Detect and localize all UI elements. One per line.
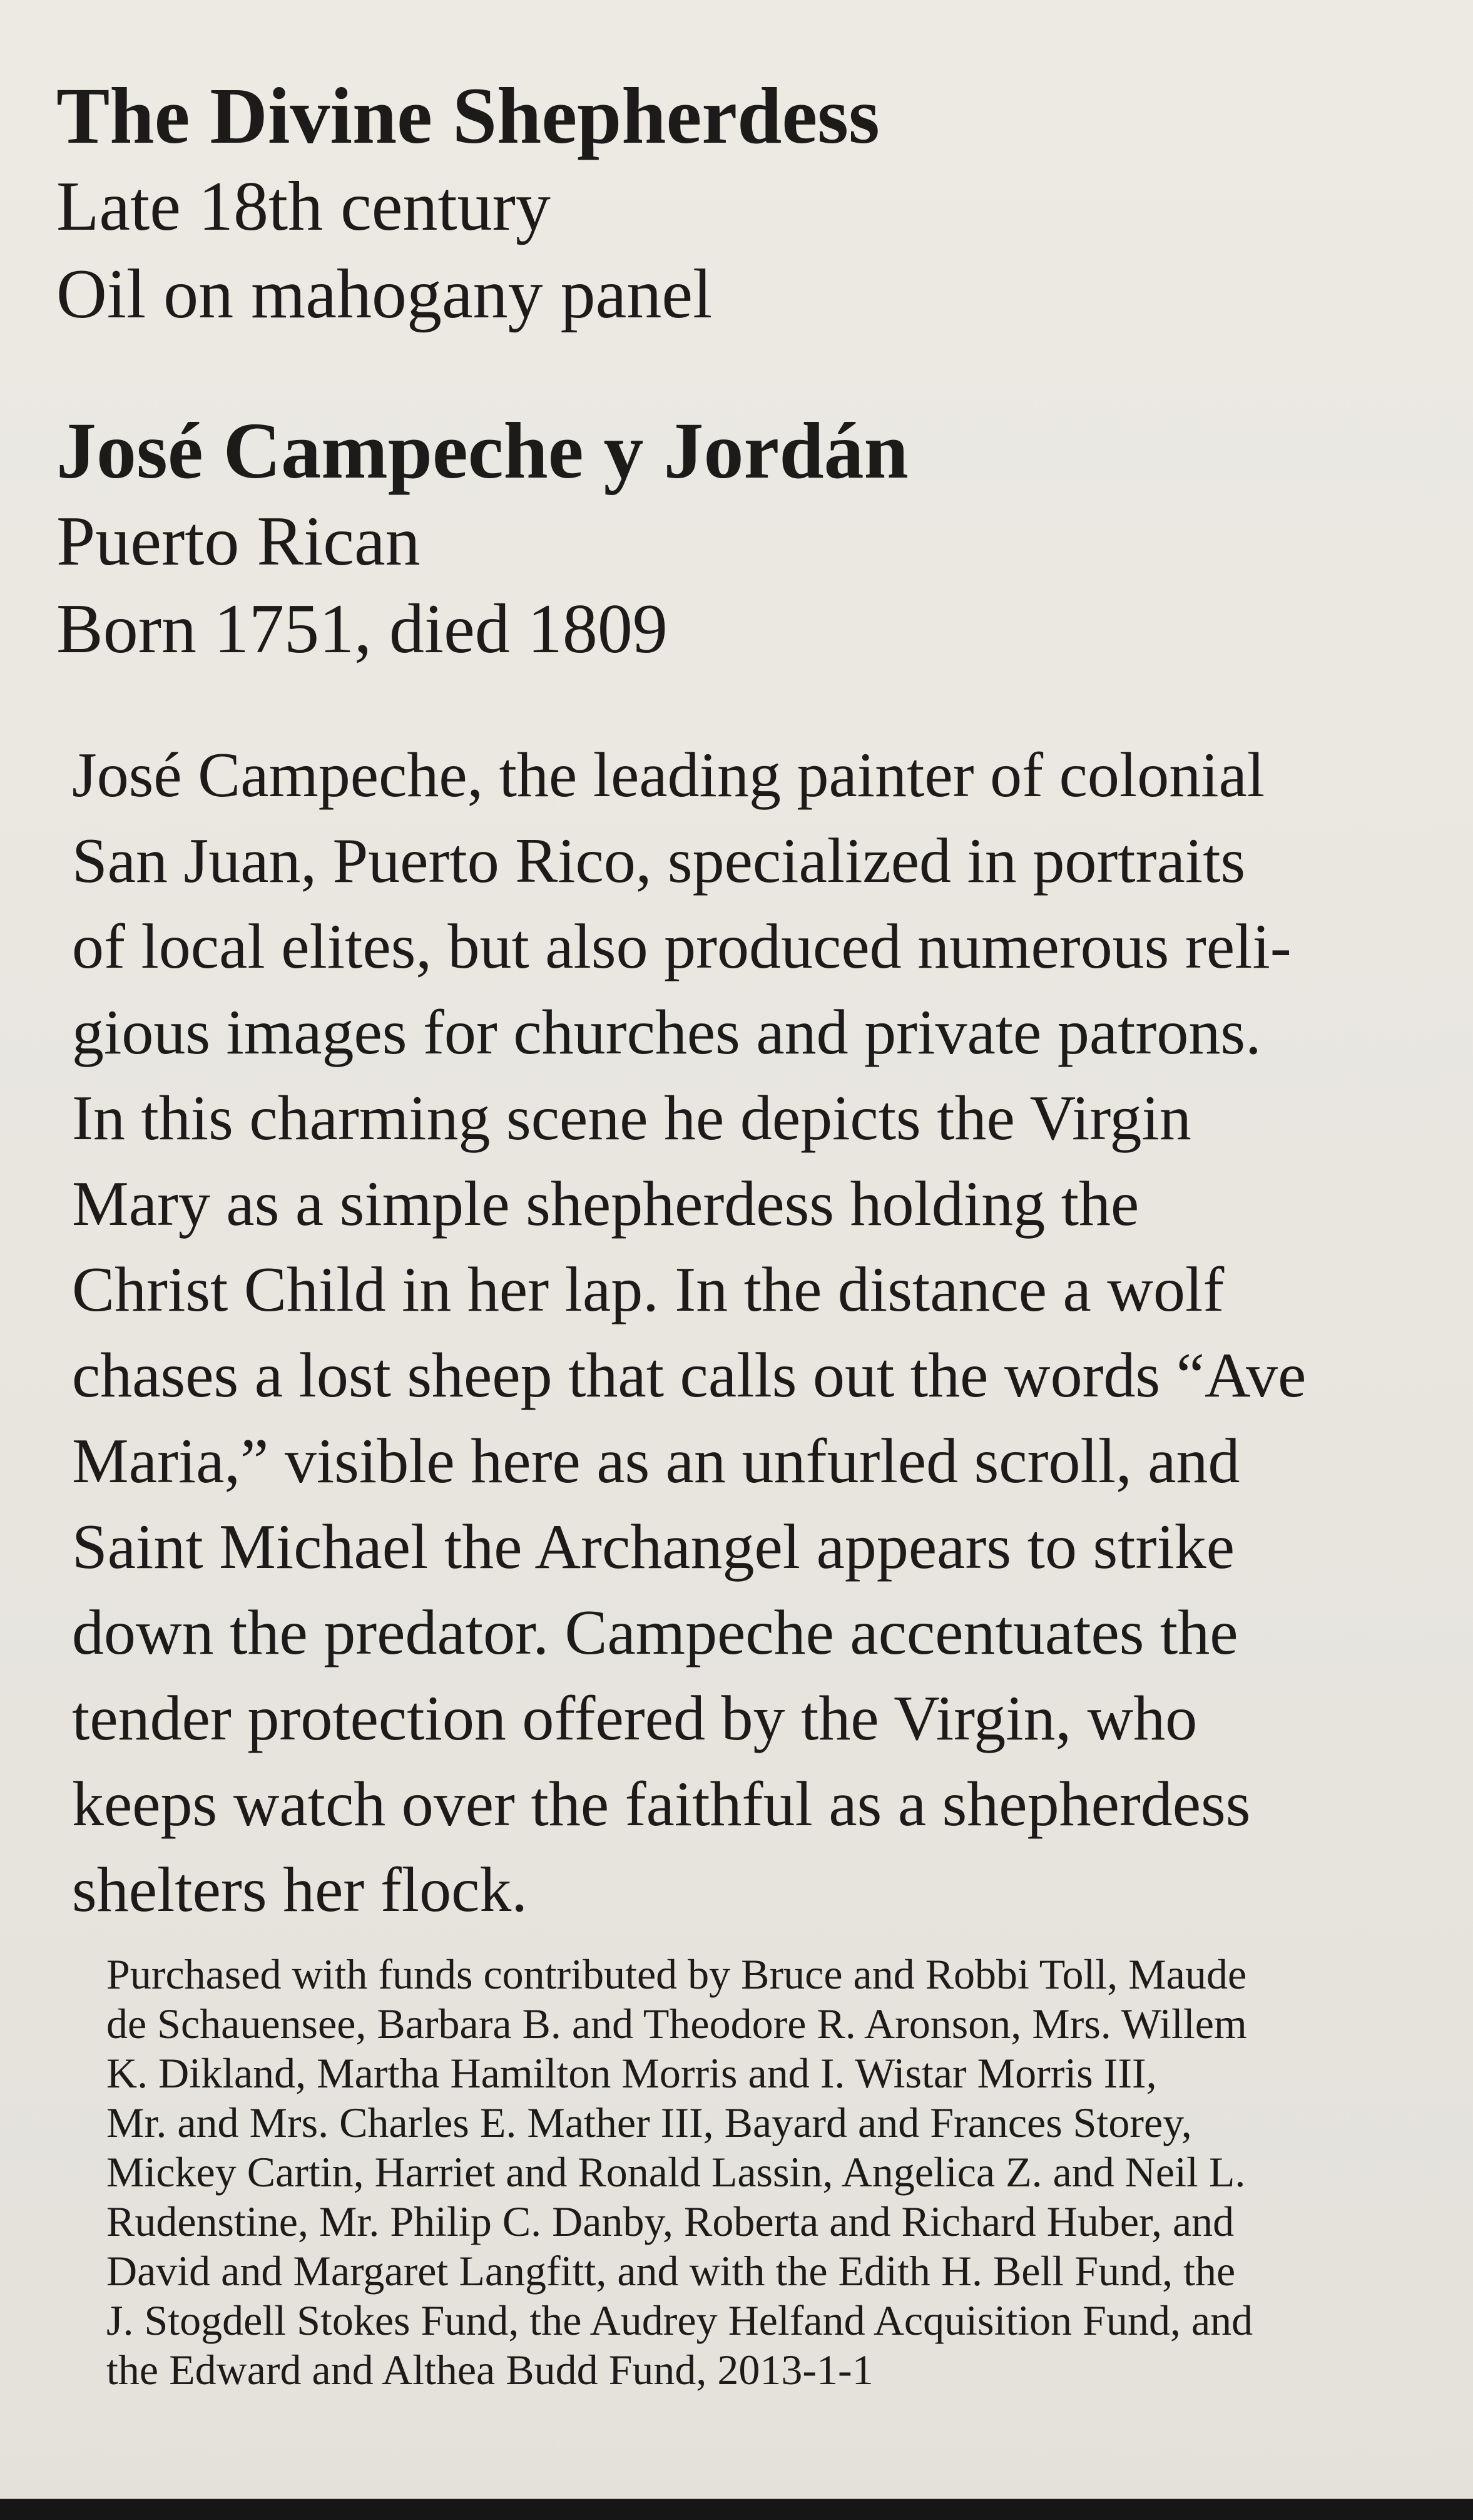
credit-line	[106, 1950, 1389, 2395]
description-line: In this charming scene he depicts the Virgin	[72, 1083, 1191, 1154]
artwork-medium: Oil on mahogany panel	[56, 255, 713, 333]
credit-line-text: K. Dikland, Martha Hamilton Morris and I. Wistar Morris III,	[106, 2049, 1157, 2097]
artwork-date: Late 18th century	[56, 168, 551, 245]
artwork-title: The Divine Shepherdess	[56, 71, 880, 160]
credit-line-text: de Schauensee, Barbara B. and Theodore R. Aronson, Mrs. Willem	[106, 2000, 1247, 2047]
credit-line-text: Mickey Cartin, Harriet and Ronald Lassin, Angelica Z. and Neil L.	[106, 2148, 1246, 2196]
description-line: San Juan, Puerto Rico, specialized in portraits	[72, 826, 1246, 896]
artist-info	[56, 404, 1408, 673]
artwork-info	[56, 69, 1408, 338]
description-line: Saint Michael the Archangel appears to strike	[72, 1512, 1235, 1582]
artist-lifespan: Born 1751, died 1809	[56, 590, 668, 668]
credit-line-text: Purchased with funds contributed by Bruce and Robbi Toll, Maude	[106, 1950, 1247, 1998]
credit-line-text: Rudenstine, Mr. Philip C. Danby, Roberta and Richard Huber, and	[106, 2198, 1235, 2245]
artist-nationality: Puerto Rican	[56, 503, 420, 580]
description-line: Christ Child in her lap. In the distance a wolf	[72, 1254, 1225, 1325]
description-line: down the predator. Campeche accentuates the	[72, 1597, 1238, 1668]
description-line: chases a lost sheep that calls out the words “Ave	[72, 1340, 1307, 1411]
description-line: of local elites, but also produced numerous reli-	[72, 911, 1292, 982]
credit-line-text: Mr. and Mrs. Charles E. Mather III, Bayard and Frances Storey,	[106, 2099, 1192, 2146]
credit-line-text: the Edward and Althea Budd Fund, 2013-1-1	[106, 2346, 874, 2394]
description-line: tender protection offered by the Virgin, who	[72, 1683, 1198, 1754]
credit-line-text: David and Margaret Langfitt, and with the Edith H. Bell Fund, the	[106, 2247, 1236, 2295]
description-line: Maria,” visible here as an unfurled scroll, and	[72, 1426, 1240, 1497]
description-paragraph	[72, 732, 1405, 1933]
description-line: gious images for churches and private patrons.	[72, 997, 1261, 1068]
description-line: José Campeche, the leading painter of colonial	[72, 740, 1265, 811]
description-line: shelters her flock.	[72, 1855, 528, 1925]
description-line: Mary as a simple shepherdess holding the	[72, 1169, 1139, 1239]
placard-bottom-edge	[0, 2499, 1473, 2520]
credit-line-text: J. Stogdell Stokes Fund, the Audrey Helfand Acquisition Fund, and	[106, 2297, 1253, 2344]
artist-name: José Campeche y Jordán	[56, 406, 909, 495]
description-line: keeps watch over the faithful as a shepherdess	[72, 1769, 1251, 1840]
